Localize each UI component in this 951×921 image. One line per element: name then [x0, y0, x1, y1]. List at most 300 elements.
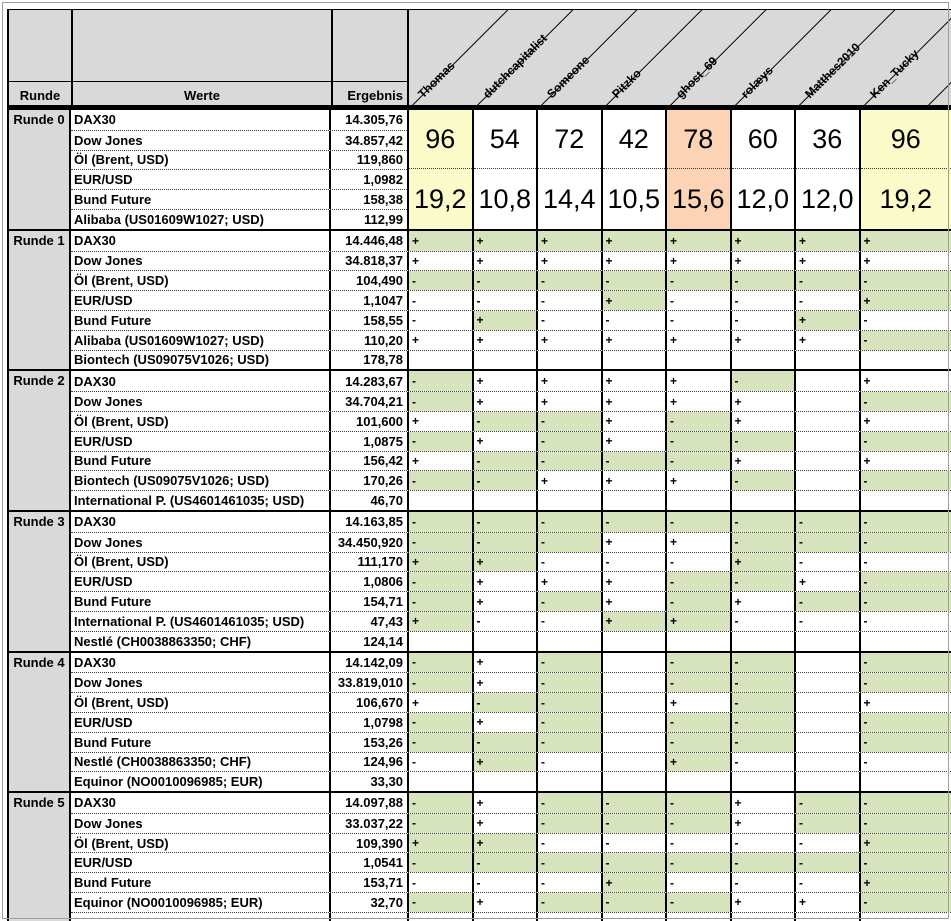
- prediction-cell[interactable]: -: [407, 673, 472, 692]
- prediction-cell[interactable]: [472, 351, 537, 370]
- prediction-cell[interactable]: -: [665, 432, 730, 451]
- prediction-cell[interactable]: +: [730, 452, 795, 471]
- prediction-cell[interactable]: -: [407, 814, 472, 833]
- prediction-cell[interactable]: +: [665, 252, 730, 271]
- prediction-cell[interactable]: +: [536, 572, 601, 591]
- result-value-cell[interactable]: 1,0982: [329, 170, 407, 189]
- prediction-cell[interactable]: -: [665, 793, 730, 813]
- score-points-cell[interactable]: 36: [796, 110, 859, 169]
- instrument-name-cell[interactable]: Alibaba (US01609W1027; USD): [74, 332, 265, 348]
- prediction-cell[interactable]: [794, 491, 859, 510]
- result-value-cell[interactable]: 34.450,920: [329, 533, 407, 552]
- prediction-cell[interactable]: +: [601, 612, 666, 631]
- prediction-cell[interactable]: -: [472, 533, 537, 552]
- prediction-cell[interactable]: [472, 913, 537, 921]
- prediction-cell[interactable]: -: [794, 793, 859, 813]
- prediction-cell[interactable]: -: [407, 271, 472, 290]
- player-name-header[interactable]: ghost_69: [673, 53, 721, 101]
- prediction-cell[interactable]: [730, 632, 795, 651]
- instrument-name-cell[interactable]: EUR/USD: [74, 172, 133, 188]
- prediction-cell[interactable]: +: [472, 793, 537, 813]
- prediction-cell[interactable]: [794, 432, 859, 451]
- prediction-cell[interactable]: [601, 632, 666, 651]
- prediction-cell[interactable]: [665, 632, 730, 651]
- result-value-cell[interactable]: 34.818,37: [329, 252, 407, 271]
- prediction-cell[interactable]: [601, 653, 666, 673]
- prediction-cell[interactable]: [536, 632, 601, 651]
- prediction-cell[interactable]: +: [665, 371, 730, 391]
- prediction-cell[interactable]: [601, 913, 666, 921]
- prediction-cell[interactable]: [665, 491, 730, 510]
- instrument-name-cell[interactable]: Equinor (NO0010096985; EUR): [74, 774, 263, 790]
- prediction-cell[interactable]: -: [601, 271, 666, 290]
- prediction-cell[interactable]: +: [472, 592, 537, 611]
- prediction-cell[interactable]: -: [536, 291, 601, 310]
- prediction-cell[interactable]: [601, 673, 666, 692]
- result-value-cell[interactable]: 47,43: [329, 612, 407, 631]
- instrument-name-cell[interactable]: DAX30: [74, 233, 116, 249]
- score-points-cell[interactable]: 96: [409, 110, 472, 169]
- prediction-cell[interactable]: +: [730, 814, 795, 833]
- prediction-cell[interactable]: -: [536, 893, 601, 912]
- prediction-cell[interactable]: +: [665, 693, 730, 712]
- prediction-cell[interactable]: -: [859, 893, 951, 912]
- prediction-cell[interactable]: [536, 913, 601, 921]
- result-value-cell[interactable]: 153,26: [329, 733, 407, 752]
- prediction-cell[interactable]: +: [601, 331, 666, 350]
- result-value-cell[interactable]: 34.857,42: [329, 131, 407, 150]
- prediction-cell[interactable]: +: [472, 814, 537, 833]
- prediction-cell[interactable]: -: [407, 733, 472, 752]
- prediction-cell[interactable]: -: [472, 512, 537, 532]
- prediction-cell[interactable]: +: [472, 834, 537, 853]
- prediction-cell[interactable]: -: [730, 713, 795, 732]
- prediction-cell[interactable]: -: [407, 471, 472, 490]
- prediction-cell[interactable]: +: [794, 572, 859, 591]
- prediction-cell[interactable]: -: [665, 893, 730, 912]
- prediction-cell[interactable]: -: [665, 572, 730, 591]
- score-points-cell[interactable]: 60: [732, 110, 795, 169]
- prediction-cell[interactable]: -: [601, 814, 666, 833]
- prediction-cell[interactable]: -: [859, 392, 951, 411]
- prediction-cell[interactable]: -: [665, 311, 730, 330]
- instrument-name-cell[interactable]: EUR/USD: [74, 293, 133, 309]
- prediction-cell[interactable]: -: [859, 753, 951, 772]
- prediction-cell[interactable]: -: [536, 271, 601, 290]
- prediction-cell[interactable]: -: [730, 371, 795, 391]
- prediction-cell[interactable]: +: [665, 533, 730, 552]
- instrument-name-cell[interactable]: Nestlé (CH0038863350; CHF): [74, 633, 252, 649]
- result-value-cell[interactable]: 124,96: [329, 753, 407, 772]
- prediction-cell[interactable]: +: [730, 893, 795, 912]
- result-value-cell[interactable]: 1,0798: [329, 713, 407, 732]
- prediction-cell[interactable]: +: [794, 231, 859, 251]
- prediction-cell[interactable]: +: [665, 231, 730, 251]
- result-value-cell[interactable]: 111,170: [329, 553, 407, 572]
- result-value-cell[interactable]: 33.819,010: [329, 673, 407, 692]
- round-label-cell[interactable]: Runde 2: [9, 371, 71, 510]
- prediction-cell[interactable]: -: [794, 512, 859, 532]
- prediction-cell[interactable]: [407, 351, 472, 370]
- result-value-cell[interactable]: 170,26: [329, 471, 407, 490]
- prediction-cell[interactable]: +: [407, 252, 472, 271]
- player-name-header[interactable]: Thomas: [415, 58, 458, 101]
- prediction-cell[interactable]: -: [665, 834, 730, 853]
- prediction-cell[interactable]: -: [536, 853, 601, 872]
- instrument-name-cell[interactable]: Öl (Brent, USD): [74, 554, 169, 570]
- prediction-cell[interactable]: -: [859, 432, 951, 451]
- prediction-cell[interactable]: +: [601, 592, 666, 611]
- result-value-cell[interactable]: 153,71: [329, 873, 407, 892]
- prediction-cell[interactable]: [407, 913, 472, 921]
- prediction-cell[interactable]: -: [665, 873, 730, 892]
- player-name-header[interactable]: Someone: [544, 52, 593, 101]
- prediction-cell[interactable]: -: [665, 592, 730, 611]
- prediction-cell[interactable]: +: [601, 533, 666, 552]
- instrument-name-cell[interactable]: Bund Future: [74, 875, 152, 891]
- prediction-cell[interactable]: +: [859, 412, 951, 431]
- prediction-cell[interactable]: -: [665, 853, 730, 872]
- instrument-name-cell[interactable]: Öl (Brent, USD): [74, 273, 169, 289]
- instrument-name-cell[interactable]: Nestlé (CH0038863350; CHF): [74, 754, 252, 770]
- prediction-cell[interactable]: +: [730, 553, 795, 572]
- prediction-cell[interactable]: -: [859, 592, 951, 611]
- prediction-cell[interactable]: -: [536, 814, 601, 833]
- result-value-cell[interactable]: 154,71: [329, 592, 407, 611]
- prediction-cell[interactable]: +: [665, 753, 730, 772]
- prediction-cell[interactable]: [794, 713, 859, 732]
- result-value-cell[interactable]: 14.142,09: [329, 653, 407, 673]
- prediction-cell[interactable]: -: [730, 533, 795, 552]
- result-value-cell[interactable]: 14.283,67: [329, 371, 407, 391]
- prediction-cell[interactable]: +: [794, 893, 859, 912]
- prediction-cell[interactable]: [665, 772, 730, 791]
- prediction-cell[interactable]: -: [794, 271, 859, 290]
- result-value-cell[interactable]: 104,490: [329, 271, 407, 290]
- prediction-cell[interactable]: -: [407, 853, 472, 872]
- round-label-cell[interactable]: Runde 1: [9, 231, 71, 370]
- prediction-cell[interactable]: -: [536, 834, 601, 853]
- prediction-cell[interactable]: +: [472, 653, 537, 673]
- score-factor-cell[interactable]: 10,5: [607, 183, 661, 214]
- prediction-cell[interactable]: -: [407, 311, 472, 330]
- result-value-cell[interactable]: 112,99: [329, 210, 407, 229]
- prediction-cell[interactable]: +: [665, 471, 730, 490]
- prediction-cell[interactable]: -: [665, 673, 730, 692]
- prediction-cell[interactable]: +: [601, 231, 666, 251]
- prediction-cell[interactable]: [536, 491, 601, 510]
- prediction-cell[interactable]: -: [536, 753, 601, 772]
- instrument-name-cell[interactable]: International P. (US4601461035; USD): [74, 493, 305, 509]
- prediction-cell[interactable]: +: [601, 371, 666, 391]
- prediction-cell[interactable]: -: [859, 512, 951, 532]
- result-value-cell[interactable]: 14.163,85: [329, 512, 407, 532]
- prediction-cell[interactable]: +: [859, 873, 951, 892]
- prediction-cell[interactable]: -: [601, 793, 666, 813]
- prediction-cell[interactable]: -: [859, 814, 951, 833]
- result-value-cell[interactable]: 14.305,76: [329, 110, 407, 130]
- prediction-cell[interactable]: -: [730, 753, 795, 772]
- instrument-name-cell[interactable]: EUR/USD: [74, 433, 133, 449]
- prediction-cell[interactable]: -: [601, 553, 666, 572]
- instrument-name-cell[interactable]: DAX30: [74, 112, 116, 128]
- prediction-cell[interactable]: -: [536, 512, 601, 532]
- prediction-cell[interactable]: [665, 913, 730, 921]
- prediction-cell[interactable]: [859, 632, 951, 651]
- prediction-cell[interactable]: +: [859, 371, 951, 391]
- prediction-cell[interactable]: [730, 913, 795, 921]
- prediction-cell[interactable]: -: [730, 572, 795, 591]
- prediction-cell[interactable]: -: [407, 873, 472, 892]
- prediction-cell[interactable]: +: [859, 452, 951, 471]
- prediction-cell[interactable]: +: [601, 432, 666, 451]
- prediction-cell[interactable]: +: [794, 311, 859, 330]
- result-value-cell[interactable]: 34.704,21: [329, 392, 407, 411]
- score-points-cell[interactable]: 96: [861, 110, 951, 169]
- prediction-cell[interactable]: +: [859, 252, 951, 271]
- prediction-cell[interactable]: +: [407, 452, 472, 471]
- prediction-cell[interactable]: -: [665, 271, 730, 290]
- prediction-cell[interactable]: -: [407, 291, 472, 310]
- prediction-cell[interactable]: [407, 632, 472, 651]
- instrument-name-cell[interactable]: Alibaba (US01609W1027; USD): [74, 211, 265, 227]
- prediction-cell[interactable]: -: [472, 693, 537, 712]
- prediction-cell[interactable]: -: [730, 873, 795, 892]
- prediction-cell[interactable]: -: [730, 673, 795, 692]
- prediction-cell[interactable]: +: [536, 252, 601, 271]
- prediction-cell[interactable]: [794, 772, 859, 791]
- prediction-cell[interactable]: [794, 733, 859, 752]
- result-value-cell[interactable]: 1,0806: [329, 572, 407, 591]
- result-value-cell[interactable]: 14.446,48: [329, 231, 407, 251]
- prediction-cell[interactable]: +: [472, 371, 537, 391]
- prediction-cell[interactable]: -: [472, 452, 537, 471]
- prediction-cell[interactable]: +: [794, 252, 859, 271]
- prediction-cell[interactable]: [472, 632, 537, 651]
- instrument-name-cell[interactable]: Öl (Brent, USD): [74, 413, 169, 429]
- prediction-cell[interactable]: -: [472, 471, 537, 490]
- prediction-cell[interactable]: [730, 772, 795, 791]
- prediction-cell[interactable]: -: [472, 853, 537, 872]
- instrument-name-cell[interactable]: Bund Future: [74, 734, 152, 750]
- prediction-cell[interactable]: [665, 351, 730, 370]
- prediction-cell[interactable]: -: [859, 533, 951, 552]
- prediction-cell[interactable]: -: [472, 873, 537, 892]
- score-factor-cell[interactable]: 19,2: [879, 183, 933, 214]
- prediction-cell[interactable]: +: [407, 231, 472, 251]
- instrument-name-cell[interactable]: Öl (Brent, USD): [74, 695, 169, 710]
- prediction-cell[interactable]: +: [730, 592, 795, 611]
- prediction-cell[interactable]: +: [730, 252, 795, 271]
- prediction-cell[interactable]: +: [472, 553, 537, 572]
- prediction-cell[interactable]: +: [472, 231, 537, 251]
- prediction-cell[interactable]: +: [859, 291, 951, 310]
- result-value-cell[interactable]: 1,1047: [329, 291, 407, 310]
- prediction-cell[interactable]: +: [601, 392, 666, 411]
- prediction-cell[interactable]: -: [730, 311, 795, 330]
- prediction-cell[interactable]: -: [536, 553, 601, 572]
- prediction-cell[interactable]: +: [730, 392, 795, 411]
- prediction-cell[interactable]: +: [407, 553, 472, 572]
- prediction-cell[interactable]: [794, 913, 859, 921]
- instrument-name-cell[interactable]: Öl (Brent, USD): [74, 835, 169, 851]
- score-factor-cell[interactable]: 12,0: [800, 183, 854, 214]
- prediction-cell[interactable]: [794, 471, 859, 490]
- prediction-cell[interactable]: -: [859, 713, 951, 732]
- prediction-cell[interactable]: +: [407, 693, 472, 712]
- prediction-cell[interactable]: [536, 772, 601, 791]
- prediction-cell[interactable]: [859, 491, 951, 510]
- prediction-cell[interactable]: +: [601, 572, 666, 591]
- prediction-cell[interactable]: -: [472, 733, 537, 752]
- prediction-cell[interactable]: -: [665, 512, 730, 532]
- prediction-cell[interactable]: -: [730, 612, 795, 631]
- prediction-cell[interactable]: -: [730, 834, 795, 853]
- prediction-cell[interactable]: -: [536, 533, 601, 552]
- result-value-cell[interactable]: 1,0875: [329, 432, 407, 451]
- round-label-cell[interactable]: Runde 3: [9, 512, 71, 651]
- prediction-cell[interactable]: +: [665, 331, 730, 350]
- prediction-cell[interactable]: -: [472, 291, 537, 310]
- result-value-cell[interactable]: 110,20: [329, 331, 407, 350]
- score-factor-cell[interactable]: 15,6: [671, 183, 725, 214]
- prediction-cell[interactable]: +: [730, 412, 795, 431]
- prediction-cell[interactable]: -: [859, 311, 951, 330]
- result-value-cell[interactable]: 178,78: [329, 351, 407, 370]
- prediction-cell[interactable]: -: [794, 533, 859, 552]
- prediction-cell[interactable]: -: [859, 673, 951, 692]
- prediction-cell[interactable]: -: [859, 733, 951, 752]
- prediction-cell[interactable]: -: [859, 471, 951, 490]
- prediction-cell[interactable]: +: [536, 392, 601, 411]
- prediction-cell[interactable]: [601, 713, 666, 732]
- round-label-cell[interactable]: Runde 0: [9, 110, 71, 229]
- prediction-cell[interactable]: -: [536, 412, 601, 431]
- prediction-cell[interactable]: -: [407, 793, 472, 813]
- player-name-header[interactable]: rolæys: [737, 63, 776, 101]
- result-value-cell[interactable]: 158,55: [329, 311, 407, 330]
- prediction-cell[interactable]: [794, 632, 859, 651]
- prediction-cell[interactable]: -: [859, 612, 951, 631]
- instrument-name-cell[interactable]: Biontech (US09075V1026; USD): [74, 352, 270, 368]
- prediction-cell[interactable]: -: [536, 311, 601, 330]
- prediction-cell[interactable]: -: [407, 753, 472, 772]
- round-label-cell[interactable]: Runde 5: [9, 793, 71, 921]
- prediction-cell[interactable]: -: [601, 893, 666, 912]
- prediction-cell[interactable]: [859, 351, 951, 370]
- prediction-cell[interactable]: -: [794, 834, 859, 853]
- instrument-name-cell[interactable]: EUR/USD: [74, 714, 133, 730]
- prediction-cell[interactable]: [794, 371, 859, 391]
- prediction-cell[interactable]: -: [730, 693, 795, 712]
- prediction-cell[interactable]: +: [665, 392, 730, 411]
- result-value-cell[interactable]: 109,390: [329, 834, 407, 853]
- score-factor-cell[interactable]: 10,8: [478, 183, 532, 214]
- score-points-cell[interactable]: 54: [474, 110, 537, 169]
- prediction-cell[interactable]: +: [472, 673, 537, 692]
- prediction-cell[interactable]: -: [407, 713, 472, 732]
- result-value-cell[interactable]: 32,70: [329, 893, 407, 912]
- instrument-name-cell[interactable]: EUR/USD: [74, 855, 133, 871]
- instrument-name-cell[interactable]: Dow Jones: [74, 534, 143, 550]
- prediction-cell[interactable]: [794, 753, 859, 772]
- prediction-cell[interactable]: -: [536, 673, 601, 692]
- prediction-cell[interactable]: +: [472, 432, 537, 451]
- prediction-cell[interactable]: +: [472, 753, 537, 772]
- instrument-name-cell[interactable]: Bund Future: [74, 192, 152, 208]
- prediction-cell[interactable]: -: [536, 612, 601, 631]
- prediction-cell[interactable]: [601, 733, 666, 752]
- prediction-cell[interactable]: -: [536, 733, 601, 752]
- prediction-cell[interactable]: +: [536, 371, 601, 391]
- prediction-cell[interactable]: -: [472, 412, 537, 431]
- prediction-cell[interactable]: -: [472, 612, 537, 631]
- prediction-cell[interactable]: -: [536, 693, 601, 712]
- prediction-cell[interactable]: +: [407, 331, 472, 350]
- player-name-header[interactable]: Ken_Tucky: [866, 46, 922, 101]
- prediction-cell[interactable]: -: [859, 793, 951, 813]
- prediction-cell[interactable]: -: [730, 512, 795, 532]
- prediction-cell[interactable]: -: [536, 653, 601, 673]
- prediction-cell[interactable]: +: [730, 793, 795, 813]
- instrument-name-cell[interactable]: Dow Jones: [74, 394, 143, 410]
- prediction-cell[interactable]: -: [794, 814, 859, 833]
- instrument-name-cell[interactable]: Bund Future: [74, 312, 152, 328]
- prediction-cell[interactable]: -: [730, 291, 795, 310]
- prediction-cell[interactable]: -: [407, 533, 472, 552]
- prediction-cell[interactable]: [407, 491, 472, 510]
- prediction-cell[interactable]: +: [472, 713, 537, 732]
- prediction-cell[interactable]: -: [601, 834, 666, 853]
- instrument-name-cell[interactable]: Dow Jones: [74, 675, 143, 691]
- score-factor-cell[interactable]: 19,2: [413, 183, 467, 214]
- instrument-name-cell[interactable]: Biontech (US09075V1026; USD): [74, 473, 270, 489]
- prediction-cell[interactable]: [472, 772, 537, 791]
- instrument-name-cell[interactable]: Dow Jones: [74, 815, 143, 831]
- prediction-cell[interactable]: -: [536, 873, 601, 892]
- instrument-name-cell[interactable]: Equinor (NO0010096985; EUR): [74, 894, 263, 910]
- prediction-cell[interactable]: -: [794, 592, 859, 611]
- prediction-cell[interactable]: +: [472, 893, 537, 912]
- prediction-cell[interactable]: -: [536, 713, 601, 732]
- instrument-name-cell[interactable]: DAX30: [74, 654, 116, 670]
- prediction-cell[interactable]: -: [859, 853, 951, 872]
- prediction-cell[interactable]: +: [472, 572, 537, 591]
- instrument-name-cell[interactable]: Dow Jones: [74, 253, 143, 269]
- prediction-cell[interactable]: +: [407, 612, 472, 631]
- prediction-cell[interactable]: -: [665, 291, 730, 310]
- prediction-cell[interactable]: -: [407, 653, 472, 673]
- prediction-cell[interactable]: +: [407, 412, 472, 431]
- instrument-name-cell[interactable]: Dow Jones: [74, 132, 143, 148]
- prediction-cell[interactable]: +: [601, 252, 666, 271]
- prediction-cell[interactable]: -: [859, 553, 951, 572]
- player-name-header[interactable]: dutchcapitalist: [479, 31, 550, 101]
- prediction-cell[interactable]: -: [407, 371, 472, 391]
- instrument-name-cell[interactable]: DAX30: [74, 373, 116, 389]
- prediction-cell[interactable]: +: [665, 612, 730, 631]
- prediction-cell[interactable]: [472, 491, 537, 510]
- prediction-cell[interactable]: -: [730, 271, 795, 290]
- prediction-cell[interactable]: -: [665, 653, 730, 673]
- prediction-cell[interactable]: -: [794, 873, 859, 892]
- prediction-cell[interactable]: -: [665, 412, 730, 431]
- header-cell-runde[interactable]: Runde: [19, 88, 61, 103]
- prediction-cell[interactable]: -: [730, 432, 795, 451]
- instrument-name-cell[interactable]: Bund Future: [74, 453, 152, 469]
- prediction-cell[interactable]: -: [472, 271, 537, 290]
- prediction-cell[interactable]: +: [536, 331, 601, 350]
